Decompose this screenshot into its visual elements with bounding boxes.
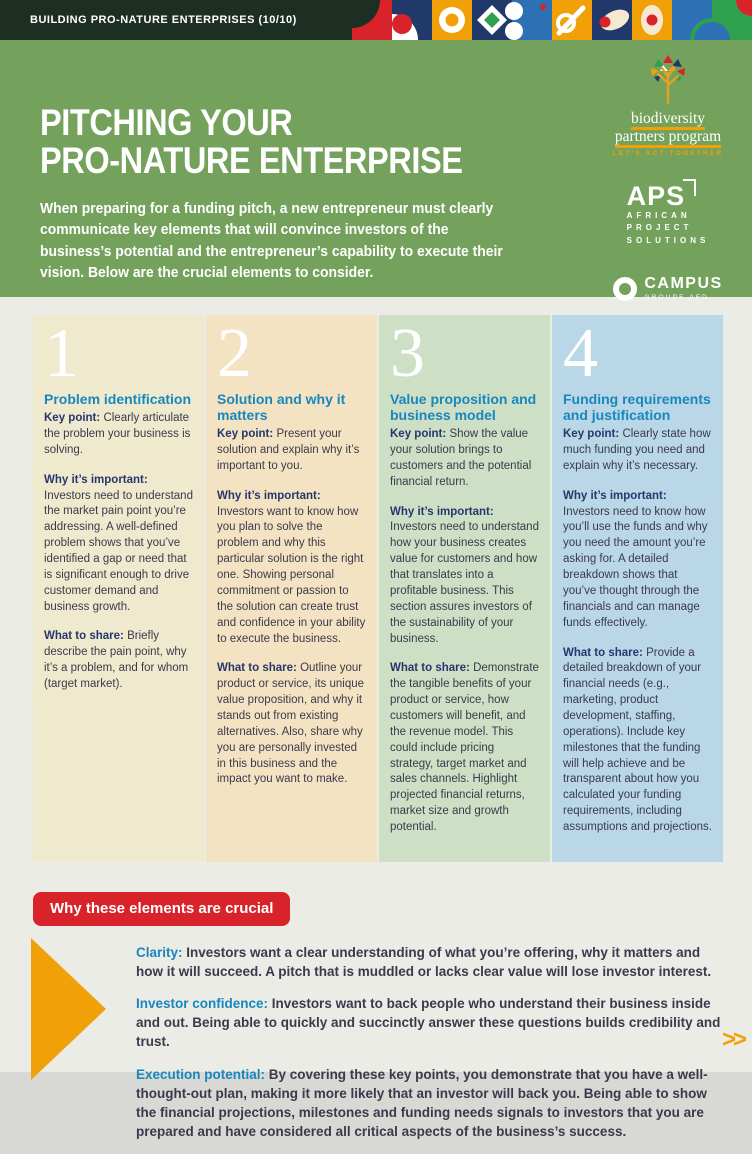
key-point-paragraph [217, 427, 367, 475]
crucial-points-list [136, 938, 723, 1154]
campus-wordmark: CAMPUS [644, 275, 723, 293]
aps-word-solutions: SOLUTIONS [626, 236, 710, 246]
investor-confidence-text: Investors want to back people who understand their business inside and out. Being able to quickly and succinctly answer these questions builds credibility and trust. [136, 996, 721, 1050]
biodiversity-partners-program-logo [613, 53, 723, 157]
pattern-tile-icon [712, 0, 752, 40]
execution-potential-paragraph [136, 1065, 723, 1142]
why-important-paragraph [44, 473, 194, 616]
key-point-label: Key point: [44, 412, 101, 425]
clarity-paragraph [136, 943, 723, 981]
column-number: 1 [44, 315, 79, 392]
what-to-share-label: What to share: [217, 662, 297, 675]
pattern-tile-icon [512, 0, 552, 40]
column-number: 4 [563, 315, 598, 392]
key-point-text: Show the value your solution brings to customers and the potential financial return. [390, 428, 532, 488]
what-to-share-text: Briefly describe the pain point, why it’s a problem, and for whom (target market). [44, 630, 189, 690]
key-elements-columns [33, 315, 723, 862]
execution-potential-text: By covering these key points, you demonstrate that you have a well-thought-out plan, making it more likely that an investor will back you. Being able to show the financial projections, milestones and funding needs signals to investors that you are prepared and have considered all critical aspects of the business’s success. [136, 1066, 708, 1140]
key-point-paragraph [44, 411, 194, 459]
key-point-text: Clearly articulate the problem your business is solving. [44, 412, 191, 456]
aps-word-african: AFRICAN [626, 210, 691, 220]
pattern-tile-icon [632, 0, 672, 40]
aps-word-project: PROJECT [626, 223, 693, 233]
mosaic-tree-icon [646, 92, 690, 109]
pattern-tile-icon [552, 0, 592, 40]
element-column-1 [33, 315, 204, 862]
why-important-paragraph [563, 489, 713, 632]
column-heading: Problem identification [44, 391, 192, 407]
arrow-triangle-icon [31, 938, 106, 1080]
pattern-tile-icon [432, 0, 472, 40]
element-column-2 [206, 315, 377, 862]
crucial-elements-banner [33, 892, 290, 926]
what-to-share-text: Provide a detailed breakdown of your financial needs (e.g., marketing, product development, staffing, operations). Include key milestones that the funding will help achieve and be transparent about how you calculated your funding requirements, including assumptions and projections. [563, 646, 712, 833]
key-point-paragraph [563, 427, 713, 475]
pattern-tile-icon [352, 0, 392, 40]
page-title-line-2: PRO-NATURE ENTERPRISE [40, 139, 463, 181]
column-number: 2 [217, 315, 252, 392]
campus-subtitle: GROUPE AFD [644, 294, 709, 302]
execution-potential-label: Execution potential: [136, 1066, 266, 1082]
top-header-bar [0, 0, 752, 40]
key-point-label: Key point: [390, 428, 447, 441]
bpp-wordmark [613, 110, 723, 146]
page-title-line-1: PITCHING YOUR [40, 102, 293, 143]
page-title [40, 104, 667, 179]
document-series-title: BUILDING PRO-NATURE ENTERPRISES (10/10) [30, 14, 297, 26]
why-important-text: Investors need to know how you’ll use the funds and why you need the amount you’re asking for. A detailed breakdown shows that you’ve thought through the financials and can manage funds effectively. [563, 505, 708, 629]
column-heading: Funding requirements and justification [563, 391, 711, 424]
column-heading: Value proposition and business model [390, 391, 537, 424]
next-page-chevrons-icon[interactable]: >> [721, 1026, 744, 1053]
element-column-3 [379, 315, 550, 862]
decorative-pattern-strip [352, 0, 752, 40]
key-point-label: Key point: [217, 428, 274, 441]
what-to-share-paragraph [44, 629, 194, 692]
pattern-tile-icon [392, 0, 432, 40]
why-important-text: Investors want to know how you plan to solve the problem and why this particular solution is the right one. Showing personal commitment or passion to the solution can create trust and confidence in your ability to execute the business. [217, 505, 366, 645]
clarity-label: Clarity: [136, 944, 183, 960]
why-important-text: Investors need to understand how your business creates value for customers and how that translates into a profitable business. This section assures investors of the sustainability of your business. [390, 521, 539, 645]
why-important-label: Why it’s important: [390, 505, 494, 518]
key-point-label: Key point: [563, 428, 620, 441]
why-crucial-section [31, 938, 723, 1154]
campus-logo [613, 276, 722, 301]
column-heading: Solution and why it matters [217, 391, 346, 424]
clarity-text: Investors want a clear understanding of what you’re offering, why it matters and how it will succeed. A pitch that is muddled or lacks clear value will lose investor interest. [136, 944, 712, 979]
investor-confidence-label: Investor confidence: [136, 996, 269, 1012]
what-to-share-text: Demonstrate the tangible benefits of your product or service, how customers will benefit, and the revenue model. This could include pricing strategy, target market and sales channels. Highlight projected financial returns, market size and growth potential. [390, 662, 539, 833]
aps-acronym: APS [626, 180, 686, 211]
why-important-label: Why it’s important: [44, 473, 148, 486]
partner-logos [600, 53, 736, 301]
why-important-paragraph [390, 505, 540, 648]
banner-label: Why these elements are crucial [50, 899, 274, 917]
hero-section [0, 40, 752, 302]
campus-ring-icon [613, 277, 637, 301]
main-content [0, 315, 752, 1154]
bpp-word-line-1: biodiversity [631, 110, 705, 130]
what-to-share-paragraph [563, 646, 713, 836]
bpp-word-line-2: partners program [615, 128, 721, 148]
what-to-share-paragraph [217, 661, 367, 788]
key-point-paragraph [390, 427, 540, 490]
pattern-tile-icon [592, 0, 632, 40]
why-important-text: Investors need to understand the market pain point you’re addressing. A well-defined problem shows that you’ve identified a gap or need that is significant enough to drive customer demand and business growth. [44, 489, 193, 613]
element-column-4 [552, 315, 723, 862]
column-number: 3 [390, 315, 425, 392]
what-to-share-paragraph [390, 661, 540, 835]
why-important-label: Why it’s important: [217, 489, 321, 502]
key-point-text: Present your solution and explain why it’s important to you. [217, 428, 360, 472]
why-important-label: Why it’s important: [563, 489, 667, 502]
key-point-text: Clearly state how much funding you need and explain why it’s necessary. [563, 428, 711, 472]
aps-logo [626, 180, 710, 248]
bpp-tagline: LET'S ACT TOGETHER [612, 149, 724, 157]
intro-paragraph: When preparing for a funding pitch, a new entrepreneur must clearly communicate key elements that will convince investors of the business’s potential and the entrepreneur’s capability to execute their vision. Below are the crucial elements to consider. [40, 201, 503, 281]
what-to-share-label: What to share: [44, 630, 124, 643]
what-to-share-label: What to share: [390, 662, 470, 675]
why-important-paragraph [217, 489, 367, 648]
what-to-share-label: What to share: [563, 646, 643, 659]
what-to-share-text: Outline your product or service, its unique value proposition, and why it stands out from existing alternatives. Also, share why you are personally invested in this business and the impact you want to make. [217, 662, 365, 786]
investor-confidence-paragraph [136, 994, 723, 1051]
